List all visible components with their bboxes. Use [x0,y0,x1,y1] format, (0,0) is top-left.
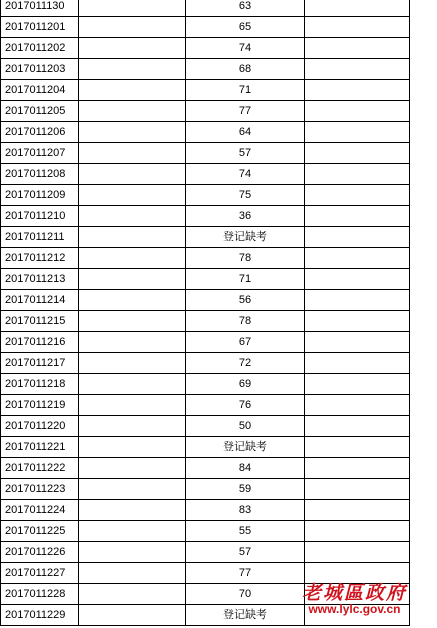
score-cell: 74 [186,38,305,59]
student-id-cell: 2017011228 [1,584,79,605]
empty-cell [305,605,410,626]
empty-cell [305,500,410,521]
empty-cell [305,38,410,59]
student-id-cell: 2017011215 [1,311,79,332]
table-row [1,584,410,605]
table-row [1,227,410,248]
table-row [1,605,410,626]
blank-cell [79,437,186,458]
empty-cell [305,479,410,500]
table-row [1,101,410,122]
empty-cell [305,143,410,164]
student-id-cell: 2017011216 [1,332,79,353]
student-id-cell: 2017011208 [1,164,79,185]
student-id-cell: 2017011204 [1,80,79,101]
student-id-cell: 2017011226 [1,542,79,563]
empty-cell [305,437,410,458]
student-id-cell: 2017011229 [1,605,79,626]
score-cell: 登记缺考 [186,437,305,458]
blank-cell [79,500,186,521]
student-id-cell: 2017011211 [1,227,79,248]
table-row [1,521,410,542]
table-row [1,17,410,38]
empty-cell [305,122,410,143]
student-id-cell: 2017011212 [1,248,79,269]
blank-cell [79,290,186,311]
table-row [1,353,410,374]
blank-cell [79,479,186,500]
score-cell: 登记缺考 [186,227,305,248]
table-row [1,122,410,143]
score-cell: 57 [186,143,305,164]
empty-cell [305,0,410,17]
empty-cell [305,290,410,311]
score-cell: 50 [186,416,305,437]
student-id-cell: 2017011201 [1,17,79,38]
student-id-cell: 2017011130 [1,0,79,17]
score-table-body [1,0,410,626]
table-row [1,437,410,458]
blank-cell [79,122,186,143]
student-id-cell: 2017011223 [1,479,79,500]
student-id-cell: 2017011203 [1,59,79,80]
table-row [1,269,410,290]
table-row [1,80,410,101]
empty-cell [305,248,410,269]
empty-cell [305,80,410,101]
empty-cell [305,416,410,437]
student-id-cell: 2017011219 [1,395,79,416]
table-row [1,332,410,353]
score-cell: 57 [186,542,305,563]
student-id-cell: 2017011225 [1,521,79,542]
empty-cell [305,206,410,227]
blank-cell [79,38,186,59]
student-id-cell: 2017011222 [1,458,79,479]
student-id-cell: 2017011224 [1,500,79,521]
student-id-cell: 2017011227 [1,563,79,584]
score-cell: 77 [186,563,305,584]
student-id-cell: 2017011207 [1,143,79,164]
student-id-cell: 2017011221 [1,437,79,458]
blank-cell [79,416,186,437]
blank-cell [79,395,186,416]
score-cell: 78 [186,248,305,269]
table-row [1,164,410,185]
blank-cell [79,521,186,542]
empty-cell [305,542,410,563]
blank-cell [79,164,186,185]
empty-cell [305,164,410,185]
empty-cell [305,395,410,416]
table-row [1,374,410,395]
student-id-cell: 2017011202 [1,38,79,59]
table-row [1,395,410,416]
score-cell: 70 [186,584,305,605]
blank-cell [79,563,186,584]
blank-cell [79,458,186,479]
blank-cell [79,143,186,164]
empty-cell [305,563,410,584]
blank-cell [79,353,186,374]
blank-cell [79,584,186,605]
student-id-cell: 2017011205 [1,101,79,122]
empty-cell [305,332,410,353]
empty-cell [305,227,410,248]
student-id-cell: 2017011218 [1,374,79,395]
score-cell: 83 [186,500,305,521]
empty-cell [305,353,410,374]
student-id-cell: 2017011217 [1,353,79,374]
score-cell: 68 [186,59,305,80]
table-row [1,185,410,206]
empty-cell [305,269,410,290]
score-cell: 71 [186,269,305,290]
score-cell: 75 [186,185,305,206]
table-row [1,248,410,269]
blank-cell [79,206,186,227]
student-id-cell: 2017011214 [1,290,79,311]
blank-cell [79,101,186,122]
empty-cell [305,458,410,479]
table-row [1,38,410,59]
empty-cell [305,584,410,605]
blank-cell [79,80,186,101]
empty-cell [305,17,410,38]
blank-cell [79,374,186,395]
blank-cell [79,542,186,563]
watermark-url: www.lylc.gov.cn [308,602,401,616]
score-cell: 71 [186,80,305,101]
score-cell: 登记缺考 [186,605,305,626]
score-cell: 64 [186,122,305,143]
score-cell: 59 [186,479,305,500]
student-id-cell: 2017011209 [1,185,79,206]
blank-cell [79,59,186,80]
student-id-cell: 2017011220 [1,416,79,437]
score-cell: 63 [186,0,305,17]
table-row [1,143,410,164]
student-id-cell: 2017011210 [1,206,79,227]
table-row [1,416,410,437]
table-row [1,479,410,500]
score-cell: 67 [186,332,305,353]
blank-cell [79,311,186,332]
table-row [1,0,410,17]
score-cell: 74 [186,164,305,185]
score-cell: 36 [186,206,305,227]
blank-cell [79,332,186,353]
table-row [1,500,410,521]
student-id-cell: 2017011206 [1,122,79,143]
blank-cell [79,227,186,248]
table-row [1,311,410,332]
empty-cell [305,521,410,542]
empty-cell [305,185,410,206]
score-cell: 55 [186,521,305,542]
blank-cell [79,0,186,17]
table-row [1,563,410,584]
score-cell: 69 [186,374,305,395]
empty-cell [305,374,410,395]
score-cell: 84 [186,458,305,479]
score-cell: 65 [186,17,305,38]
blank-cell [79,17,186,38]
score-cell: 56 [186,290,305,311]
score-cell: 78 [186,311,305,332]
table-row [1,206,410,227]
table-row [1,59,410,80]
table-row [1,290,410,311]
blank-cell [79,605,186,626]
score-cell: 76 [186,395,305,416]
student-id-cell: 2017011213 [1,269,79,290]
empty-cell [305,101,410,122]
empty-cell [305,311,410,332]
blank-cell [79,269,186,290]
score-cell: 72 [186,353,305,374]
blank-cell [79,185,186,206]
watermark-title: 老城區政府 [301,582,407,604]
empty-cell [305,59,410,80]
table-row [1,458,410,479]
table-row [1,542,410,563]
score-cell: 77 [186,101,305,122]
blank-cell [79,248,186,269]
